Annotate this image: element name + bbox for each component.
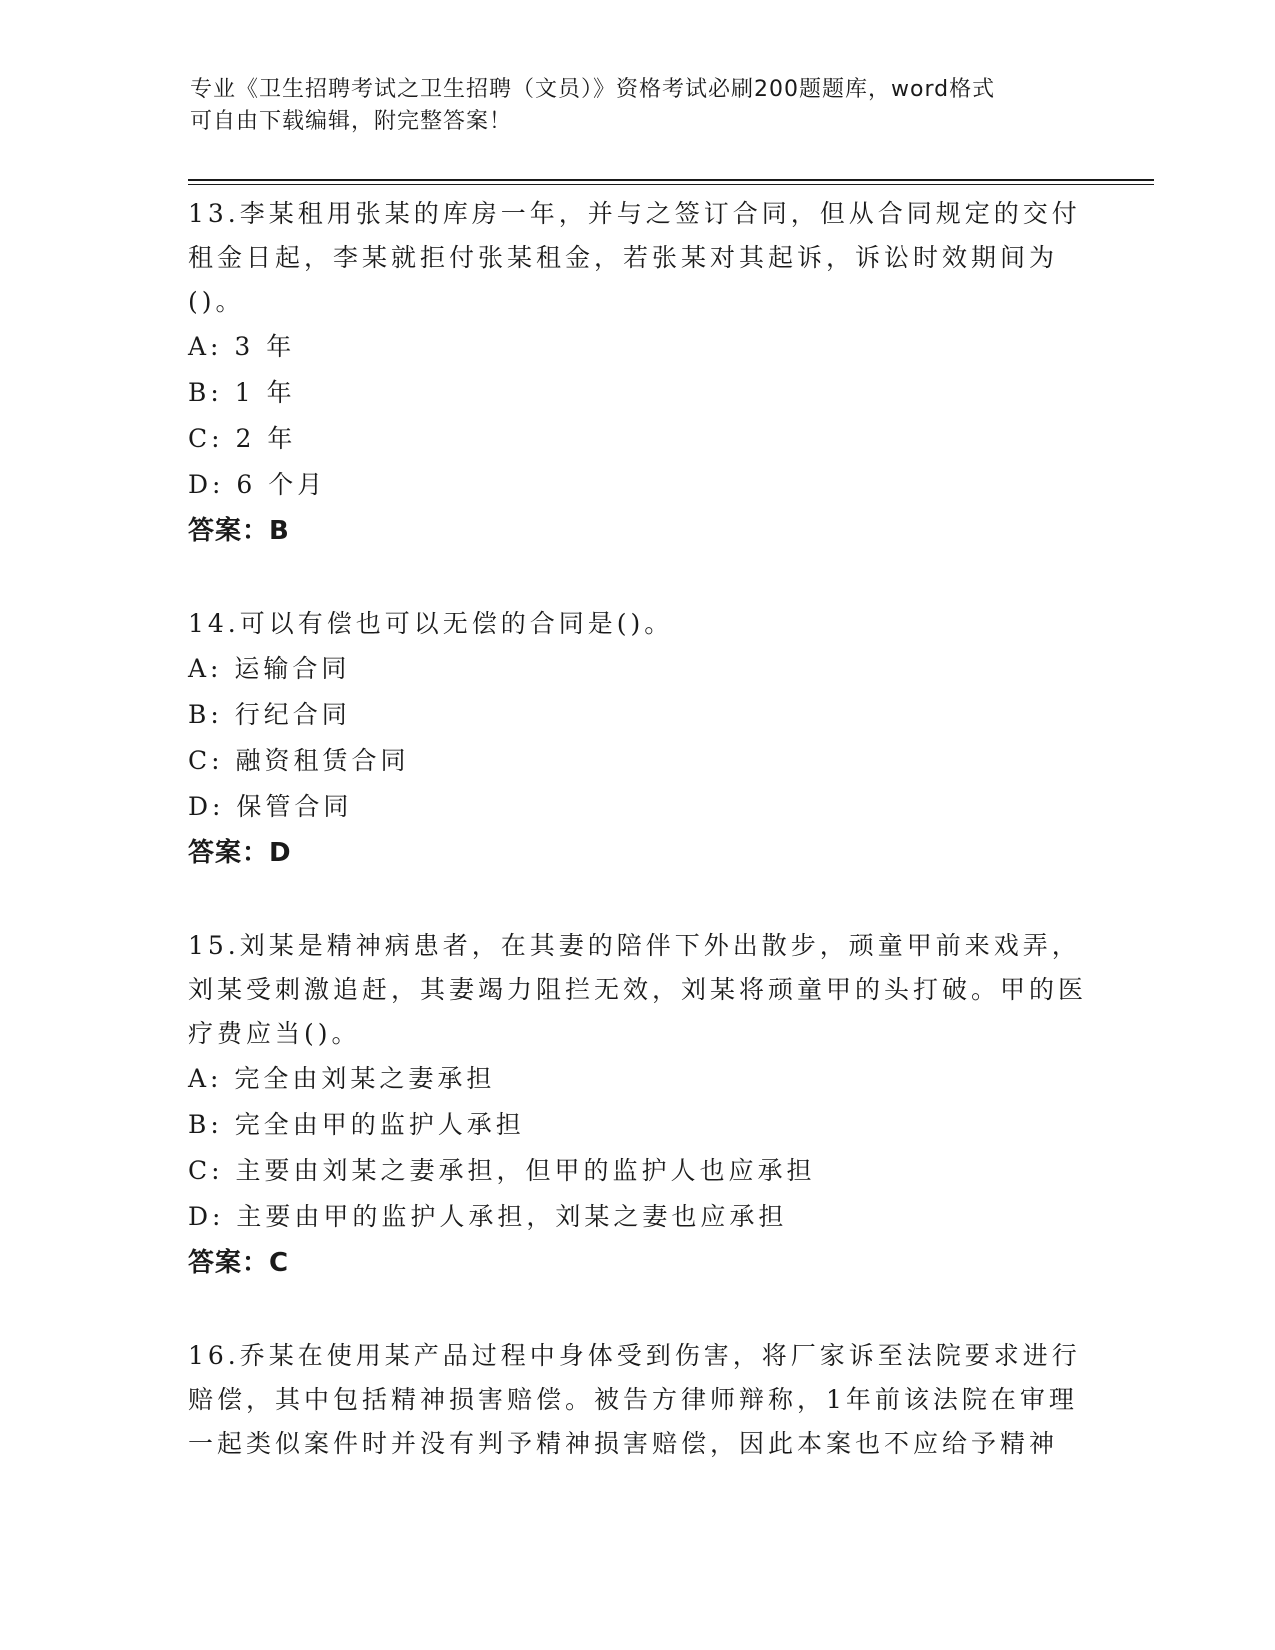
question-13 [188, 192, 1088, 554]
option-d: D: 6 个月 [188, 470, 327, 499]
question-14 [188, 602, 1088, 876]
question-stem: 14.可以有偿也可以无偿的合同是()。 [188, 609, 674, 638]
header-line-2: 可自由下载编辑，附完整答案！ [190, 109, 513, 134]
question-15 [188, 924, 1088, 1286]
option-b: B: 行纪合同 [188, 700, 351, 729]
answer-label: 答案：C [188, 1248, 290, 1278]
answer-label: 答案：D [188, 838, 292, 868]
answer-label: 答案：B [188, 516, 290, 546]
header-divider-thin [188, 184, 1154, 185]
document-header [190, 74, 1070, 138]
option-b: B: 1 年 [188, 378, 296, 407]
option-a: A: 3 年 [188, 332, 296, 361]
option-b: B: 完全由甲的监护人承担 [188, 1110, 525, 1139]
option-c: C: 融资租赁合同 [188, 746, 410, 775]
option-c: C: 主要由刘某之妻承担，但甲的监护人也应承担 [188, 1156, 816, 1185]
question-stem: 15.刘某是精神病患者，在其妻的陪伴下外出散步，顽童甲前来戏弄，刘某受刺激追赶，其妻竭力阻拦无效，刘某将顽童甲的头打破。甲的医疗费应当()。 [188, 931, 1088, 1048]
question-stem: 13.李某租用张某的库房一年，并与之签订合同，但从合同规定的交付租金日起，李某就拒付张某租金，若张某对其起诉，诉讼时效期间为()。 [188, 199, 1081, 316]
option-d: D: 主要由甲的监护人承担，刘某之妻也应承担 [188, 1202, 788, 1231]
option-c: C: 2 年 [188, 424, 297, 453]
question-16 [188, 1334, 1088, 1466]
option-a: A: 运输合同 [188, 654, 351, 683]
header-line-1: 专业《卫生招聘考试之卫生招聘（文员）》资格考试必刷200题题库，word格式 [190, 77, 996, 102]
option-d: D: 保管合同 [188, 792, 353, 821]
header-divider-thick [188, 179, 1154, 181]
question-list [188, 192, 1088, 1514]
option-a: A: 完全由刘某之妻承担 [188, 1064, 496, 1093]
question-stem: 16.乔某在使用某产品过程中身体受到伤害，将厂家诉至法院要求进行赔偿，其中包括精神损害赔偿。被告方律师辩称，1年前该法院在审理一起类似案件时并没有判予精神损害赔偿，因此本案也不应给予精神 [188, 1341, 1081, 1458]
